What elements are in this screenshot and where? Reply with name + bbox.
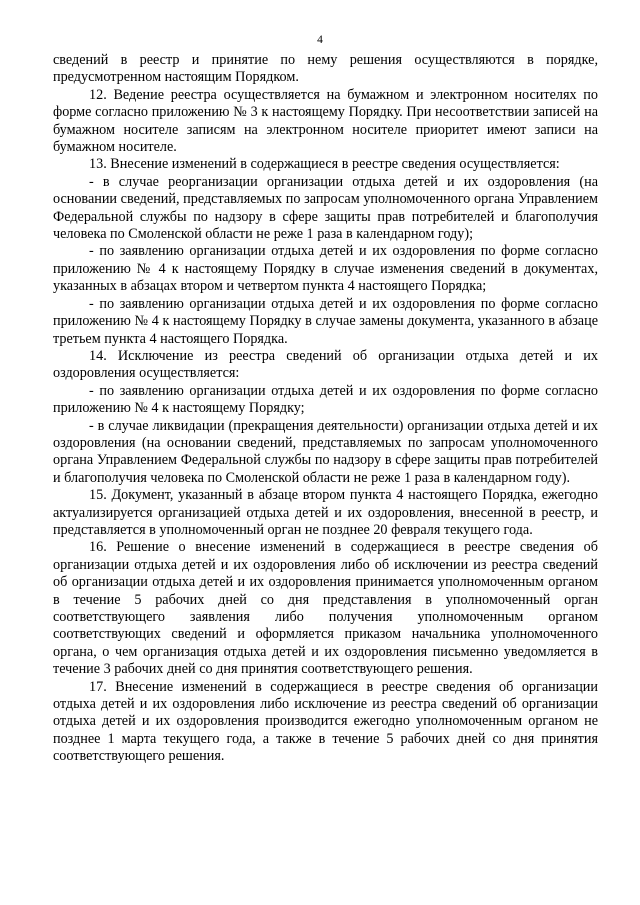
document-body <box>53 52 598 766</box>
paragraph: 15. Документ, указанный в абзаце втором пункта 4 настоящего Порядка, ежегодно актуализируется организацией отдыха детей и их оздоровления, внесенной в реестр, и представляется в уполномоченный орган не позднее 20 февраля текущего года. <box>53 487 598 538</box>
paragraph: - в случае реорганизации организации отдыха детей и их оздоровления (на основании сведений, представляемых по запросам уполномоченного органа Управлением Федеральной службы по надзору в сфере защиты прав потребителей и благополучия человека по Смоленской области не реже 1 раза в календарном году); <box>53 173 598 243</box>
paragraph: 17. Внесение изменений в содержащиеся в реестре сведения об организации отдыха детей и их оздоровления либо исключение из реестра сведений об организации отдыха детей и их оздоровления производится ежегодно уполномоченным органом не позднее 1 марта текущего года, а также в течение 5 рабочих дней со дня принятия соответствующего решения. <box>53 678 598 765</box>
page-number: 4 <box>317 34 323 46</box>
paragraph: - по заявлению организации отдыха детей и их оздоровления по форме согласно приложению № 4 к настоящему Порядку в случае замены документа, указанного в абзаце третьем пункта 4 настоящего Порядка. <box>53 295 598 347</box>
paragraph: 16. Решение о внесение изменений в содержащиеся в реестре сведения об организации отдыха детей и их оздоровления либо об исключении из реестра сведений об организации отдыха детей и их оздоровления принимается уполномоченным органом в течение 5 рабочих дней со дня представления в уполномоченный орган соответствующего заявления либо получения уполномоченным органом соответствующих сведений и оформляется приказом начальника уполномоченного органа, о чем организация отдыха детей и их оздоровления письменно уведомляется в течение 3 рабочих дней со дня принятия соответствующего решения. <box>53 539 598 678</box>
paragraph: 14. Исключение из реестра сведений об организации отдыха детей и их оздоровления осуществляется: <box>53 347 598 382</box>
paragraph: сведений в реестр и принятие по нему решения осуществляются в порядке, предусмотренном настоящим Порядком. <box>53 52 598 86</box>
paragraph: - в случае ликвидации (прекращения деятельности) организации отдыха детей и их оздоровления (на основании сведений, представляемых по запросам уполномоченного органа Управлением Федеральной службы по надзору в сфере защиты прав потребителей и благополучия человека по Смоленской области не реже 1 раза в календарном году). <box>53 417 598 486</box>
paragraph: 13. Внесение изменений в содержащиеся в реестре сведения осуществляется: <box>89 156 560 173</box>
paragraph: - по заявлению организации отдыха детей и их оздоровления по форме согласно приложению № 4 к настоящему Порядку; <box>53 382 598 417</box>
paragraph: - по заявлению организации отдыха детей и их оздоровления по форме согласно приложению № 4 к настоящему Порядку в случае изменения сведений в документах, указанных в абзацах втором и четвертом пункта 4 настоящего Порядка; <box>53 243 598 295</box>
paragraph: 12. Ведение реестра осуществляется на бумажном и электронном носителях по форме согласно приложению № 3 к настоящему Порядку. При несоответствии записей на бумажном носителе записям на электронном носителе приоритет имеют записи на бумажном носителе. <box>53 86 598 156</box>
